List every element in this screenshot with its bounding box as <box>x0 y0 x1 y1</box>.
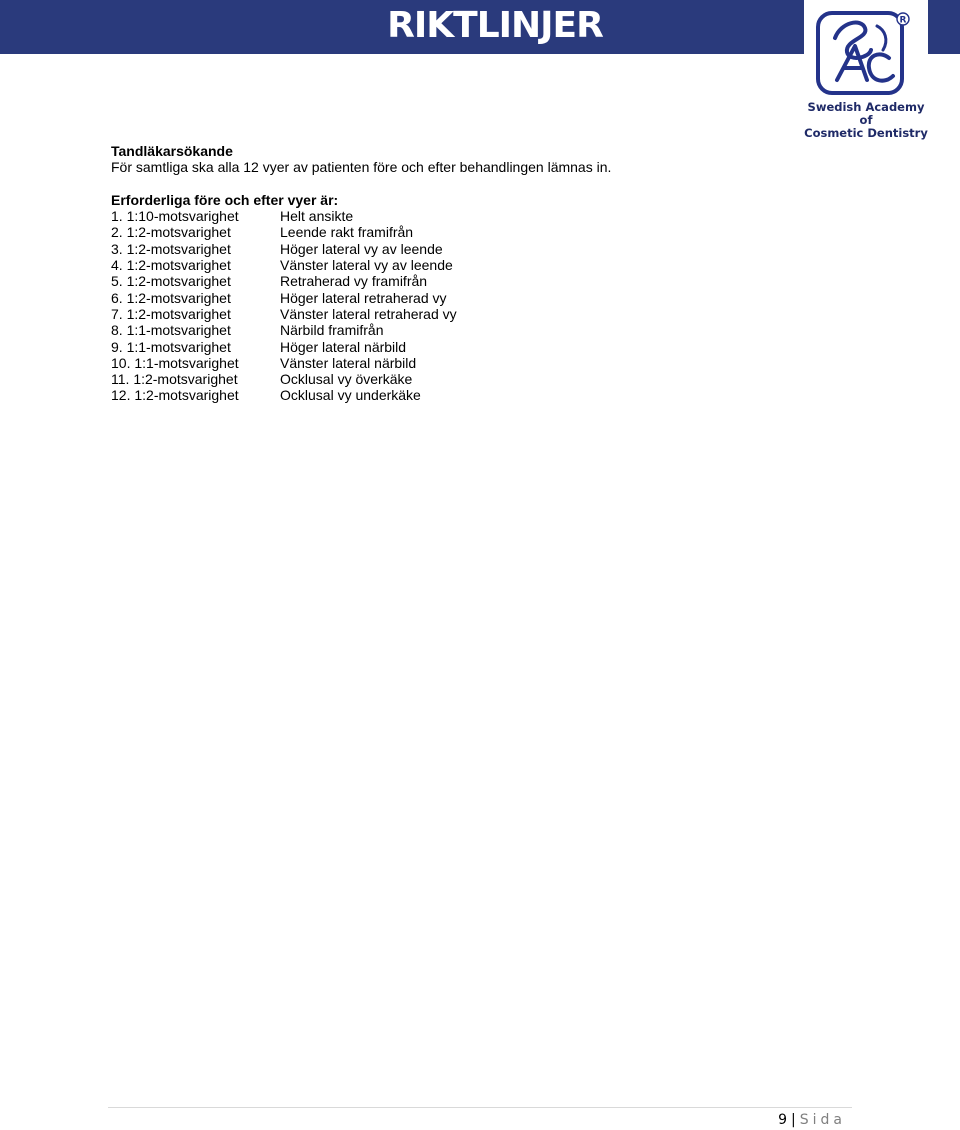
view-ratio: 2. 1:2-motsvarighet <box>111 224 231 241</box>
list-item <box>111 322 871 338</box>
footer-divider <box>108 1107 852 1108</box>
view-description: Vänster lateral vy av leende <box>280 257 453 274</box>
saacd-logo <box>804 0 928 140</box>
page-footer <box>700 1110 846 1130</box>
view-ratio: 12. 1:2-motsvarighet <box>111 387 239 404</box>
saacd-monogram-logo-icon <box>815 10 911 96</box>
views-list <box>111 208 871 404</box>
view-ratio: 5. 1:2-motsvarighet <box>111 273 231 290</box>
list-item <box>111 273 871 289</box>
view-ratio: 3. 1:2-motsvarighet <box>111 240 231 257</box>
view-description: Helt ansikte <box>280 208 354 225</box>
view-description: Ocklusal vy överkäke <box>280 371 413 388</box>
view-description: Höger lateral närbild <box>280 338 407 355</box>
view-ratio: 4. 1:2-motsvarighet <box>111 257 231 274</box>
view-ratio: 10. 1:1-motsvarighet <box>111 354 239 371</box>
footer-separator: | <box>791 1112 796 1128</box>
view-ratio: 11. 1:2-motsvarighet <box>111 371 238 388</box>
page-title: RIKTLINJER <box>387 5 603 46</box>
view-ratio: 6. 1:2-motsvarighet <box>111 289 231 306</box>
list-item <box>111 306 871 322</box>
list-item <box>111 339 871 355</box>
view-ratio: 1. 1:10-motsvarighet <box>111 208 239 225</box>
view-ratio: 7. 1:2-motsvarighet <box>111 305 231 322</box>
page-number: 9 <box>778 1112 788 1128</box>
view-description: Leende rakt framifrån <box>280 224 414 241</box>
section-heading: Tandläkarsökande <box>111 143 233 159</box>
view-description: Vänster lateral närbild <box>280 354 417 371</box>
intro-paragraph: För samtliga ska alla 12 vyer av patienten före och efter behandlingen lämnas in. <box>111 159 612 176</box>
list-item <box>111 371 871 387</box>
view-ratio: 8. 1:1-motsvarighet <box>111 322 231 339</box>
list-item <box>111 257 871 273</box>
view-description: Ocklusal vy underkäke <box>280 387 421 404</box>
page-label: Sida <box>799 1112 846 1128</box>
views-heading: Erforderliga före och efter vyer är: <box>111 191 339 208</box>
list-item <box>111 208 871 224</box>
logo-caption <box>804 101 928 140</box>
list-item <box>111 387 871 403</box>
logo-caption-line1: Swedish Academy of <box>807 100 925 127</box>
list-item <box>111 224 871 240</box>
spacer <box>111 176 871 192</box>
view-description: Höger lateral vy av leende <box>280 240 443 257</box>
logo-caption-line2: Cosmetic Dentistry <box>804 126 928 140</box>
svg-text:R: R <box>899 15 907 26</box>
view-ratio: 9. 1:1-motsvarighet <box>111 338 231 355</box>
list-item <box>111 355 871 371</box>
list-item <box>111 241 871 257</box>
view-description: Vänster lateral retraherad vy <box>280 305 457 322</box>
view-description: Höger lateral retraherad vy <box>280 289 447 306</box>
list-item <box>111 290 871 306</box>
guidelines-content <box>111 143 871 404</box>
view-description: Närbild framifrån <box>280 322 384 339</box>
view-description: Retraherad vy framifrån <box>280 273 428 290</box>
